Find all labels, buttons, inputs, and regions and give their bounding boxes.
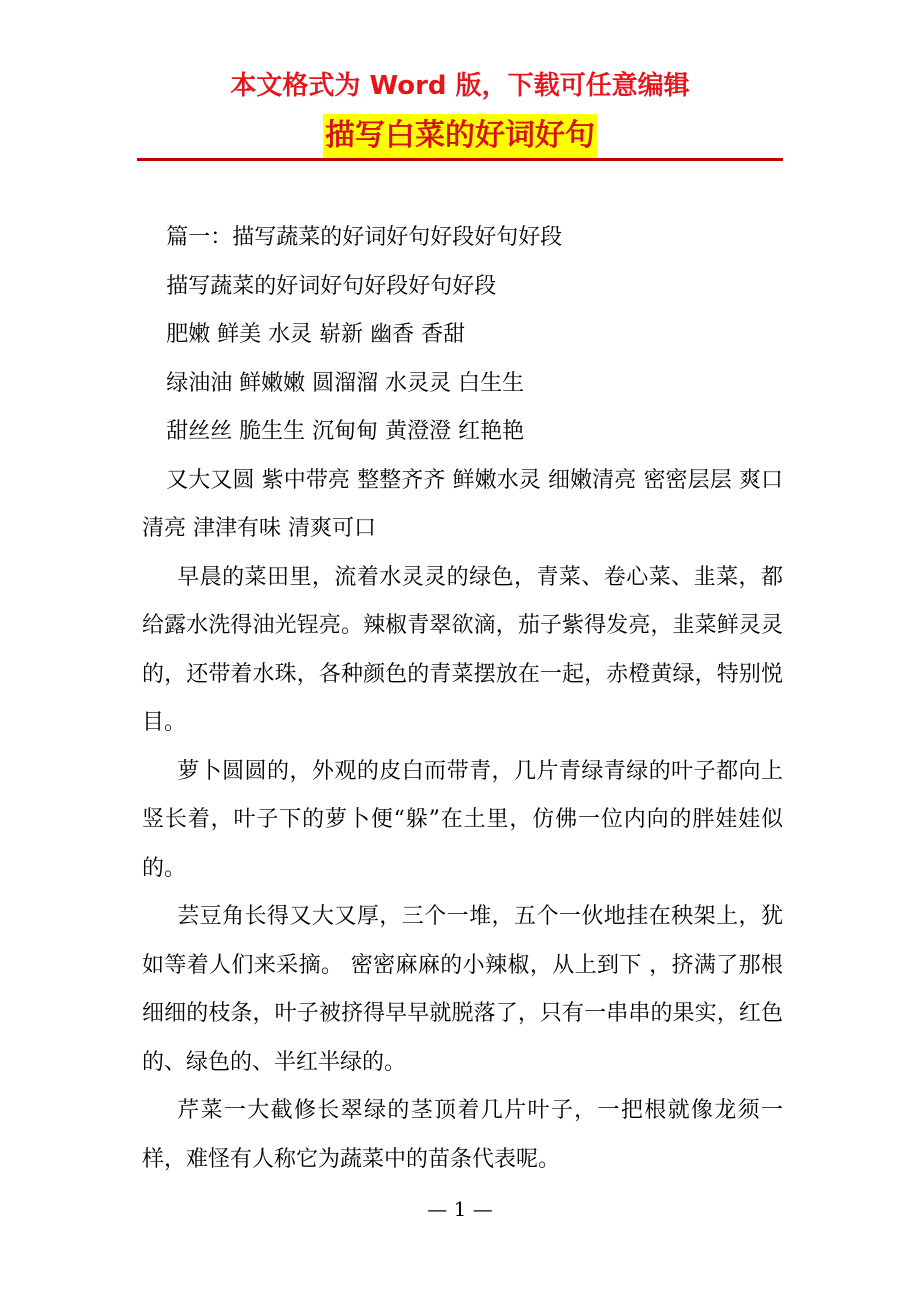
word-list-line: 绿油油 鲜嫩嫩 圆溜溜 水灵灵 白生生 (166, 370, 525, 396)
document-title: 描写白菜的好词好句 (323, 114, 597, 158)
body-paragraph: 芸豆角长得又大又厚，三个一堆，五个一伙地挂在秧架上，犹如等着人们来采摘。 密密麻麻的小辣椒，从上到下 ，挤满了那根细细的枝条，叶子被挤得早早就脱落了，只有一串串的果实，红色的、绿色的、半红半绿的。 (142, 904, 783, 1075)
word-list-line: 甜丝丝 脆生生 沉甸甸 黄澄澄 红艳艳 (166, 419, 525, 444)
document-body (142, 214, 783, 1184)
body-paragraph: 萝卜圆圆的，外观的皮白而带青，几片青绿青绿的叶子都向上竖长着，叶子下的萝卜便“躲”在土里，仿佛一位内向的胖娃娃似的。 (142, 758, 783, 881)
title-divider (137, 158, 783, 161)
word-list-line: 肥嫩 鲜美 水灵 崭新 幽香 香甜 (166, 322, 466, 347)
page-number: — 1 — (427, 1197, 493, 1221)
section-heading: 篇一：描写蔬菜的好词好句好段好句好段 (166, 225, 563, 250)
format-notice-banner: 本文格式为 Word 版，下载可任意编辑 (230, 71, 690, 101)
body-paragraph: 早晨的菜田里，流着水灵灵的绿色，青菜、卷心菜、韭菜，都给露水洗得油光锃亮。辣椒青翠欲滴，茄子紫得发亮，韭菜鲜灵灵的，还带着水珠，各种颜色的青菜摆放在一起，赤橙黄绿，特别悦目。 (142, 564, 783, 735)
body-paragraph: 芹菜一大截修长翠绿的茎顶着几片叶子，一把根就像龙须一样，难怪有人称它为蔬菜中的苗条代表呢。 (142, 1098, 783, 1172)
subheading: 描写蔬菜的好词好句好段好句好段 (166, 273, 497, 299)
title-container (0, 114, 920, 158)
word-list-line: 又大又圆 紫中带亮 整整齐齐 鲜嫩水灵 细嫩清亮 密密层层 爽口清亮 津津有味 清爽可口 (142, 467, 783, 541)
